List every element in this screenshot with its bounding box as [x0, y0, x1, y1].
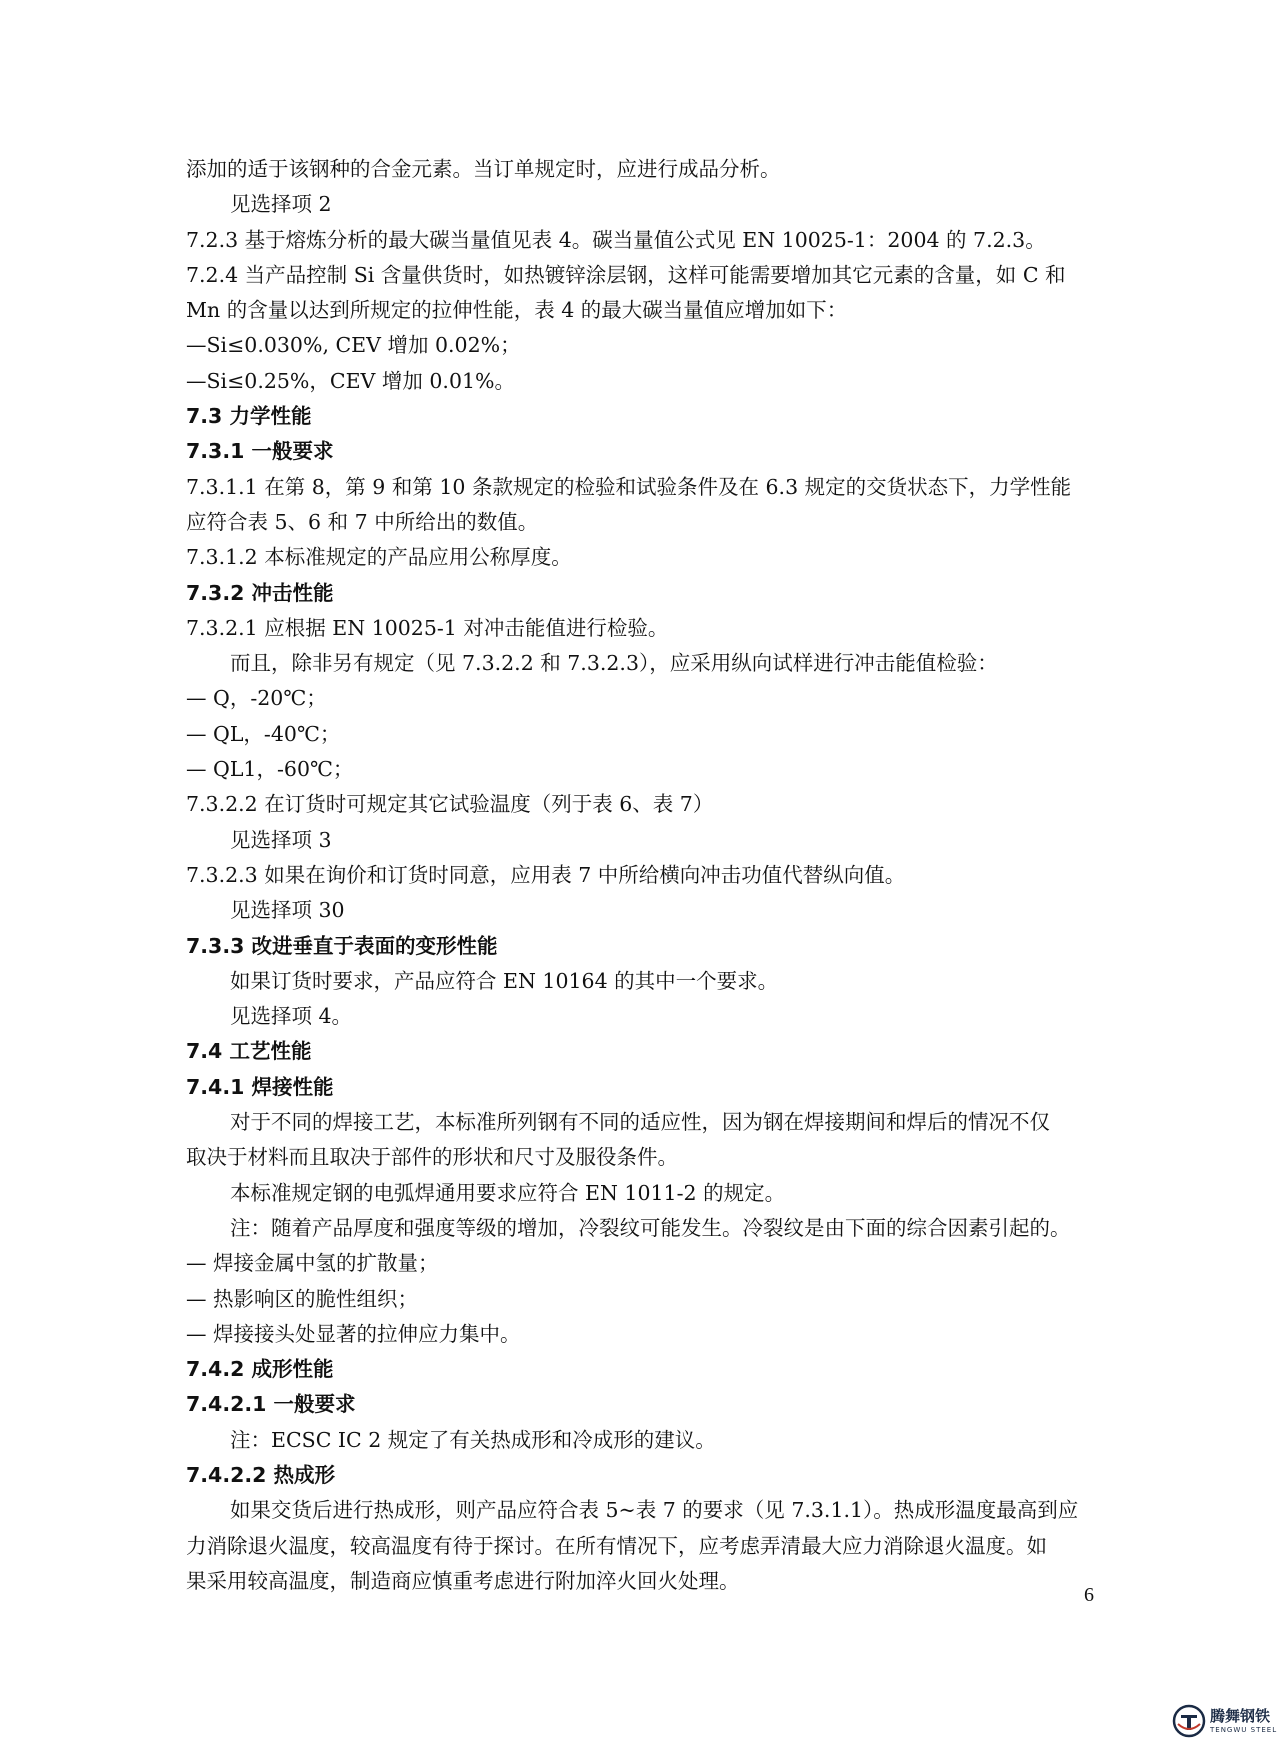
text-line: 添加的适于该钢种的合金元素。当订单规定时，应进行成品分析。 [186, 157, 781, 181]
text-line: 7.2.3 基于熔炼分析的最大碳当量值见表 4。碳当量值公式见 EN 10025-1：2004 的 7.2.3。 [186, 227, 1046, 252]
text-line: 如果订货时要求，产品应符合 EN 10164 的其中一个要求。 [230, 968, 779, 993]
text-line: — 热影响区的脆性组织； [186, 1286, 419, 1311]
text-line: — 焊接接头处显著的拉伸应力集中。 [186, 1321, 521, 1346]
text-line: 见选择项 4。 [230, 1004, 353, 1029]
logo-name-en: TENGWU STEEL [1210, 1725, 1278, 1734]
text-line: 注：ECSC IC 2 规定了有关热成形和冷成形的建议。 [230, 1427, 716, 1452]
text-line: 力消除退火温度，较高温度有待于探讨。在所有情况下，应考虑弄清最大应力消除退火温度。如 [186, 1533, 1047, 1558]
section-heading: 7.4.1 焊接性能 [186, 1074, 334, 1099]
text-line: 见选择项 3 [230, 827, 332, 852]
section-heading: 7.3.3 改进垂直于表面的变形性能 [186, 933, 498, 958]
text-line: 本标准规定钢的电弧焊通用要求应符合 EN 1011-2 的规定。 [230, 1180, 786, 1205]
section-heading: 7.4.2 成形性能 [186, 1357, 334, 1382]
text-line: 7.2.4 当产品控制 Si 含量供货时，如热镀锌涂层钢，这样可能需要增加其它元素的含量，如 C 和 [186, 262, 1066, 287]
text-line: 7.3.2.3 如果在询价和订货时同意，应用表 7 中所给横向冲击功值代替纵向值。 [186, 862, 906, 887]
text-line: 取决于材料而且取决于部件的形状和尺寸及服役条件。 [186, 1145, 678, 1170]
text-line: 对于不同的焊接工艺，本标准所列钢有不同的适应性，因为钢在焊接期间和焊后的情况不仅 [230, 1110, 1050, 1135]
text-line: — QL，-40℃； [186, 721, 341, 746]
text-line: —Si≤0.25%，CEV 增加 0.01%。 [186, 368, 516, 393]
text-line: 7.3.1.1 在第 8，第 9 和第 10 条款规定的检验和试验条件及在 6.3 规定的交货状态下，力学性能 [186, 474, 1072, 499]
text-line: 见选择项 30 [230, 898, 345, 923]
company-logo [1172, 1700, 1282, 1742]
text-line: 应符合表 5、6 和 7 中所给出的数值。 [186, 509, 539, 534]
text-line: 果采用较高温度，制造商应慎重考虑进行附加淬火回火处理。 [186, 1568, 740, 1593]
section-heading: 7.3 力学性能 [186, 404, 312, 429]
tengwu-logo-icon [1172, 1704, 1206, 1738]
section-heading: 7.3.2 冲击性能 [186, 580, 334, 605]
text-line: Mn 的含量以达到所规定的拉伸性能，表 4 的最大碳当量值应增加如下： [186, 298, 848, 323]
text-line: 7.3.2.1 应根据 EN 10025-1 对冲击能值进行检验。 [186, 615, 669, 640]
section-heading: 7.3.1 一般要求 [186, 439, 334, 464]
text-line: — Q，-20℃； [186, 686, 327, 711]
page-number: 6 [1084, 1584, 1094, 1606]
text-line: 如果交货后进行热成形，则产品应符合表 5~表 7 的要求（见 7.3.1.1）。热成形温度最高到应 [230, 1498, 1079, 1523]
logo-name-cn: 腾舞钢铁 [1210, 1706, 1271, 1725]
text-line: — 焊接金属中氢的扩散量； [186, 1251, 439, 1276]
section-heading: 7.4.2.2 热成形 [186, 1462, 336, 1487]
text-line: 见选择项 2 [230, 192, 332, 217]
text-line: — QL1，-60℃； [186, 757, 354, 782]
text-line: 注：随着产品厚度和强度等级的增加，冷裂纹可能发生。冷裂纹是由下面的综合因素引起的。 [230, 1215, 1071, 1240]
text-line: 7.3.2.2 在订货时可规定其它试验温度（列于表 6、表 7） [186, 792, 714, 817]
document-body [186, 152, 1098, 1599]
text-line: 7.3.1.2 本标准规定的产品应用公称厚度。 [186, 545, 572, 570]
section-heading: 7.4.2.1 一般要求 [186, 1392, 356, 1417]
text-line: 而且，除非另有规定（见 7.3.2.2 和 7.3.2.3），应采用纵向试样进行冲击能值检验： [230, 651, 998, 676]
section-heading: 7.4 工艺性能 [186, 1039, 312, 1064]
text-line: —Si≤0.030%, CEV 增加 0.02%； [186, 333, 521, 358]
